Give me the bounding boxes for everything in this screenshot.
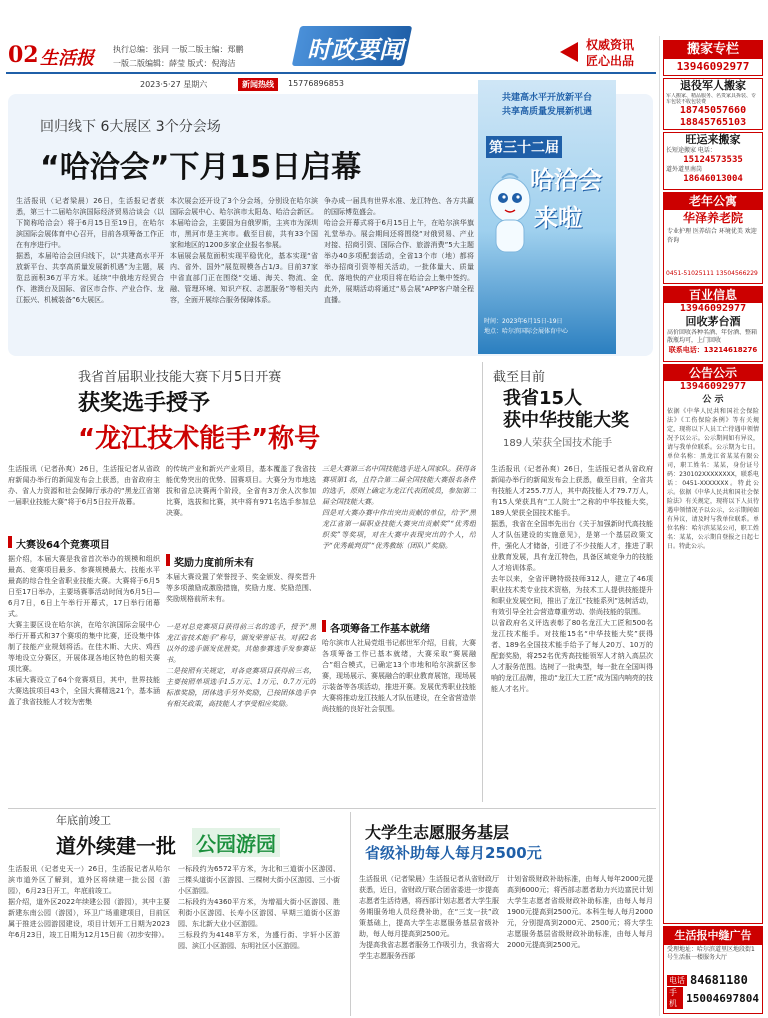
fair-poster — [478, 80, 616, 354]
ad-wangyunlai-title: 旺运来搬家 — [685, 133, 741, 146]
ad-business-info — [663, 286, 763, 362]
ad-public-notice — [663, 364, 763, 924]
story4-col2: 一标段约为6572平方米，为北和三道街小区游园、三棵头道街小区游园、三棵树大街小区游园、三小街小区游园。 二标段约为4360平方米，为增福大街小区游园、胜利街小区游园、长寿小区游园、早期三道街小区游园、东北新大业小区游园。 三标段约为4148平方米，为盛行街、宇轩小区游园、滨江小区游园、东明社区小区游园。 — [178, 865, 340, 950]
story1-col1: 生活报讯（记者梁晨）26日，生活报记者获悉，第三十二届哈尔滨国际经济贸易洽谈会（以下简称哈洽会）将于6月15日至19日，在哈尔滨国际会展体育中心召开，目前各项筹备工作正在有序进行中。 据悉，本届哈洽会回归线下，以“共建高水平开放新平台、共享高质量发展新机遇”为主题，展览总面积36万平方米。延续“中俄地方经贸合作、港澳台及国际、省区市合作、产业合作、龙江振兴、机械装备”6大展区。 — [16, 197, 164, 304]
story-parks — [8, 812, 344, 1016]
ad-notice-title: 公告公示 — [664, 365, 762, 381]
ad-moving — [663, 40, 763, 76]
ad-classifieds-mobile: 15004697804 — [686, 991, 759, 1005]
poster-line-1: 共建高水平开放新平台 — [501, 93, 592, 103]
ad-classifieds — [663, 926, 763, 1014]
story-china-skills-award — [482, 362, 656, 802]
ad-elder-phone: 0451-51025111 13504566229 — [666, 270, 758, 277]
story2-lead: 生活报讯（记者孙爽）26日，生活报记者从省政府新闻办举行的新闻发布会上获悉，由省政府主办、省人力资源和社会保障厅承办的“黑龙江省第一届职业技能大赛”将于6月5日拉开战幕。 — [8, 465, 160, 506]
poster-venue-line: 地点：哈尔滨国际会展体育中心 — [484, 328, 569, 335]
story5-headline-1: 大学生志愿服务基层 — [365, 823, 510, 842]
story1-col2: 本次展会还开设了3个分会场，分别设在哈尔滨国际会展中心、哈尔滨市太阳岛、哈洽会新区。本届哈洽会，主要国为自俄罗斯，主宾市为深圳市，黑河市是主宾市。截至目前，共有33个国家和地区的1200多家企业报名参展。 本届展会展览面积实现平稳优化，基本实现“省内、省外、国外”展览规模各占1/3。目前37家中省直部门正在围绕“交通、海关、物流、金融、管理环境、知识产权、志愿服务”等相关内容，全面开展综合服务保障体系。 — [170, 197, 318, 304]
ad-wangyunlai-desc: 长短途搬家 电话： — [666, 147, 716, 154]
section-title: 时政要闻 — [307, 36, 403, 64]
story-skills-contest — [8, 362, 478, 802]
ad-classifieds-address: 受理地址：哈尔滨道里区地段街1号生活报一楼服务大厅 — [667, 946, 755, 961]
story5-col2: 计划省级财政补助标准，由每人每年2000元提高到6000元；将西部志愿者助力兴边富民计划大学生志愿者省级财政补助标准，由每人每月1900元提高到2500元。本科生每人每月2000元，分别提高到2000元、2500元；将大学生志愿服务基层省级财政补助标准，由每人每月2000元提高到2500元。 — [507, 875, 653, 949]
ad-veteran-phone-2: 18845765103 — [679, 117, 747, 128]
ad-notice-text: 依据《中华人民共和国社会保险法》《工伤保险条例》等有关规定，现将以下人员工亡待遇申领情况予以公示。公示期间如有异议，请与我单位联系。公示期为七日。单位名称：黑龙江省某某有限公司，职工姓名：某某，身份证号码：230102XXXXXXXX，联系电话：0451-XXXXXXX。特此公示。依据《中华人民共和国社会保险法》有关规定，现将以下人员待遇申领情况予以公示，公示期间如有异议，请及时与我单位联系。单位名称：哈尔滨某某公司，职工姓名：某某，公示期自登报之日起七日。特此公示。 — [667, 408, 759, 550]
slogan-line-1: 权威资讯 — [586, 38, 635, 52]
ad-business-title: 百业信息 — [664, 287, 762, 303]
ad-elder-desc: 专业护理 医养结合 环境优美 欢迎咨询 — [667, 228, 757, 244]
story1-col3: 争办成一届具有世界水准、龙江特色、各方共赢的国际博览盛会。 哈洽会开幕式将于6月15日上午，在哈尔滨华旗礼堂举办。展会期间还将围绕“对俄贸易、产业对接、招商引资、国际合作、旅游消费”5大主题举办40多项配套活动，全省13个市（地）都将举办招商引资等相关活动，一批体量大、质量优、落地快的产业项目将在哈洽会上集中签约。此外，展期活动将通过“易会展”APP客户端全程直播。 — [324, 197, 474, 304]
ad-business-phone: 13946092977 — [679, 303, 747, 314]
ad-wangyunlai-phone-2: 18646013004 — [683, 174, 743, 184]
story3-deck: 189人荣获全国技术能手 — [503, 438, 613, 449]
story4-headline: 道外续建一批 — [56, 834, 176, 858]
story5-col1: 生活报讯（记者梁晨）生活报记者从省财政厅获悉，近日，省财政厅联合团省委进一步提高志愿者生活待遇，将西部计划志愿者大学生服务期服务地人员经费补助，在“三支一扶”政策基础上，提高大学生志愿服务基层省级补助，每人每月提高到2500元。 为提高我省志愿者服务工作吸引力，我省将大学生志愿服务西部 — [359, 875, 499, 960]
story2-colB-top: 的传统产业和新兴产业项目，基本覆盖了我省技能优势突出的优势、国赛项目。大赛分为市地选拔和省总决赛两个阶段，全省有3万余人次参加比赛，选拔和比赛，其中将有971名选手参加总决赛。 — [166, 465, 316, 517]
story2-kicker: 我省首届职业技能大赛下月5日开赛 — [78, 370, 282, 385]
story1-headline: “哈洽会”下月15日启幕 — [40, 150, 362, 185]
ad-wangyunlai-phone: 15124573535 — [683, 155, 743, 165]
story-volunteers — [350, 812, 656, 1016]
story2-sub1: 大赛设64个竞赛项目 — [16, 540, 110, 551]
story2-headline-1: 获奖选手授予 — [78, 391, 211, 416]
editor-line-2: 一版二版编辑：薛莹 版式：倪海洁 — [113, 59, 236, 68]
story4-headline-highlight: 公园游园 — [192, 828, 280, 857]
story3-headline-1: 我省15人 — [503, 388, 583, 409]
ad-classifieds-mobile-row — [664, 989, 762, 1007]
story3-body: 生活报讯（记者孙爽）26日，生活报记者从省政府新闻办举行的新闻发布会上获悉，截至目前，全省共有技能人才255.7万人，其中高技能人才79.7万人，有15人荣获具有“工人院士”之称的中华技能大奖，189人荣获全国技术能手。 据悉，我省在全国率先出台《关于加强新时代高技能人才队伍建设的实施意见》，是第一个基层政策文件，强化人才储备，引进了不少技能人才，推进了职业教育发展，具有龙江特色，具备区域竞争力的技能人才培训体系。 去年以来，全省评聘特级技师312人，建立了46项职业技术类专业技术资格，为技术工人提供技能提升和职业发展空间，推出了龙江“技能系列”选树活动，有效引导全社会营造尊重劳动、崇尚技能的氛围。 以省政府名义评选表彰了80名龙江大工匠和500名龙江技术能手。对技能15名“中华技能大奖”获得者、189名全国技术能手给予了每人20万、10万的配套奖励，将252名优秀高技能领军人才纳入高层次人才服务范围。选树了一批典型，每一批在全国叫得响的龙江品牌，推动“龙江大工匠”成为国内响亮的技能人才名片。 — [491, 465, 653, 693]
poster-line-5: 来啦 — [534, 204, 582, 232]
story2-sub2: 奖励力度前所未有 — [174, 558, 254, 569]
story2-sub3-bar — [322, 620, 326, 632]
paper-name: 生活报 — [40, 48, 94, 69]
horizontal-divider-mid — [8, 808, 656, 809]
story1-kicker: 回归线下 6大展区 3个分会场 — [40, 119, 221, 135]
story3-headline-2: 获中华技能大奖 — [503, 410, 629, 431]
poster-date-line: 时间：2023年6月15日-19日 — [484, 318, 563, 325]
story2-headline-2: “龙江技术能手”称号 — [78, 424, 321, 454]
story5-headline-2: 省级补助每人每月2500元 — [365, 844, 542, 862]
ad-veteran-title: 退役军人搬家 — [680, 79, 746, 92]
story2-sub1-text: 据介绍，本届大赛是我省首次举办的规模和组织最高、竞赛项目最多、参赛规模最大、技能水平最高的综合性全省职业技能大赛。大赛将于6月5日至17日举办，主要场赛事活动时间为6月5日—6月7日，6日上午举行开幕式，17日举行闭幕式。 大赛主要区设在哈尔滨，在哈尔滨国际会展中心举行开幕式和37个赛项的集中比赛，还设集中体制了技能产业规划将活。在佳木斯、大庆、鸡西等地设立分赛区，开展体现各地区特色的相关赛项比赛。 本届大赛设立了64个竞赛项目，其中，世界技能大赛选拔项目43个，全国大赛精选21个，基本涵盖了我省技能人才较为密集 — [8, 555, 160, 706]
slogan-line-2: 匠心出品 — [586, 54, 635, 68]
story4-kicker: 年底前竣工 — [56, 814, 111, 827]
editor-line-1: 执行总编：张同 一版二版主编：郑鹏 — [113, 45, 244, 54]
story2-sub3-text: 哈尔滨市人社局党组书记郝世军介绍，目前，大赛各项筹备工作已基本就绪，大赛采取“赛展融合”组合模式，已确定13个市地和哈尔滨新区参赛，现场展示、赛展融合的职业教育展馆，现场展示装备等各项活动，推进开赛。发展优秀职业技能大赛将推动龙江技能人才队伍建设，在全省营造崇尚技能的良好社会氛围。 — [322, 639, 476, 713]
ad-moving-phone: 13946092977 — [676, 60, 750, 73]
ad-veteran-moving — [663, 78, 763, 130]
ad-business-contact: 联系电话：13214618276 — [668, 346, 758, 354]
ad-classifieds-mobile-label: 手机 — [667, 987, 683, 1009]
poster-line-2: 共享高质量发展新机遇 — [501, 107, 592, 117]
mascot-image — [484, 170, 536, 260]
ad-business-subtitle: 回收茅台酒 — [685, 315, 741, 328]
ad-wangyunlai — [663, 132, 763, 190]
page-number: 02 — [8, 42, 39, 68]
ad-notice-phone: 13946092977 — [679, 381, 747, 392]
story2-sub2-list: 一是对总竞赛项目获得前三名的选手，授予“黑龙江省技术能手”称号，颁发荣誉证书。对获2名以外的选手颁发优胜奖。其他参赛选手发参赛证书。 二是按照有关规定，对各竞赛项目获得前三名，主要按照单项选手1.5万元、1万元、0.7万元的标准奖励，团体选手另外奖励，已按团体选手享有相关政策，高技能人才享受相应奖励。 — [166, 623, 316, 708]
ad-classifieds-tel: 84681180 — [690, 973, 748, 987]
poster-line-3: 第三十二届 — [486, 136, 562, 158]
story3-kicker: 截至目前 — [493, 370, 546, 385]
masthead-divider — [6, 72, 656, 74]
story2-sub2-bar — [166, 554, 170, 566]
hotline-number: 15776896853 — [288, 79, 344, 88]
story2-sub3: 各项筹备工作基本就绪 — [330, 624, 430, 635]
issue-date: 2023·5·27 星期六 — [140, 80, 208, 89]
ad-classifieds-title: 生活报中缝广告 — [664, 927, 762, 945]
ad-elder-subtitle: 华泽养老院 — [682, 211, 743, 225]
story2-colC-top: 三是大赛第三名中国技能选手进入国家队。获得各赛项第1名，且符合第二届全国技能大赛报名条件的选手，原则上确定为龙江代表团成员，参加第二届全国技能大赛。 四是对大赛办赛中作出突出贡献的单位，给予“黑龙江省第一届职业技能大赛突出贡献奖”“优秀组织奖”等奖项，对在大赛中表现突出的个人，给予“优秀裁判员”“优秀教练（团队）”奖励。 — [322, 465, 476, 550]
story2-sub1-bar — [8, 536, 12, 548]
ad-elder-title: 老年公寓 — [664, 193, 762, 210]
ad-notice-heading: 公 示 — [702, 395, 724, 405]
story-harbin-fair — [8, 94, 653, 356]
poster-line-4: 哈洽会 — [530, 166, 602, 194]
story4-col1: 生活报讯（记者史天一）26日，生活报记者从哈尔滨市道外区了解到，道外区将续建一批公园（游园），6月23日开工，年底前竣工。 据介绍，道外区2022年续建公园（游园），其中主要新建东南公园（游园），环卫广场重建项目，目前区属于推进公园游园建设，项目计划开工日期为2023年6月23日，竣工日期为12月15日前（初步安排）。 — [8, 865, 170, 939]
hotline-label: 新闻热线 — [238, 78, 278, 91]
date-row — [140, 78, 500, 92]
story2-sub2-text: 本届大赛设置了荣誉授予、奖金颁发、得奖晋升等多项激励成激励措施，奖励力度、奖励范围、奖励规格前所未有。 — [166, 573, 316, 603]
ad-classifieds-tel-label: 电话 — [669, 975, 685, 985]
ad-moving-title: 搬家专栏 — [664, 41, 762, 59]
sidebar-divider — [659, 36, 660, 1016]
masthead — [0, 0, 660, 76]
ad-veteran-phone-1: 18745057660 — [679, 105, 747, 116]
slogan-arrow-icon — [560, 42, 578, 62]
ad-veteran-desc: 军人搬家、精品服务、名贵家具拆装、专车包装不收包装费 — [666, 93, 757, 105]
ad-elder-care — [663, 192, 763, 284]
ad-business-desc: 高价回收各种名酒、年份酒、整箱散瓶均可，上门回收 — [667, 329, 758, 344]
ad-wangyunlai-line2: 道外道里南岗 — [666, 166, 703, 173]
